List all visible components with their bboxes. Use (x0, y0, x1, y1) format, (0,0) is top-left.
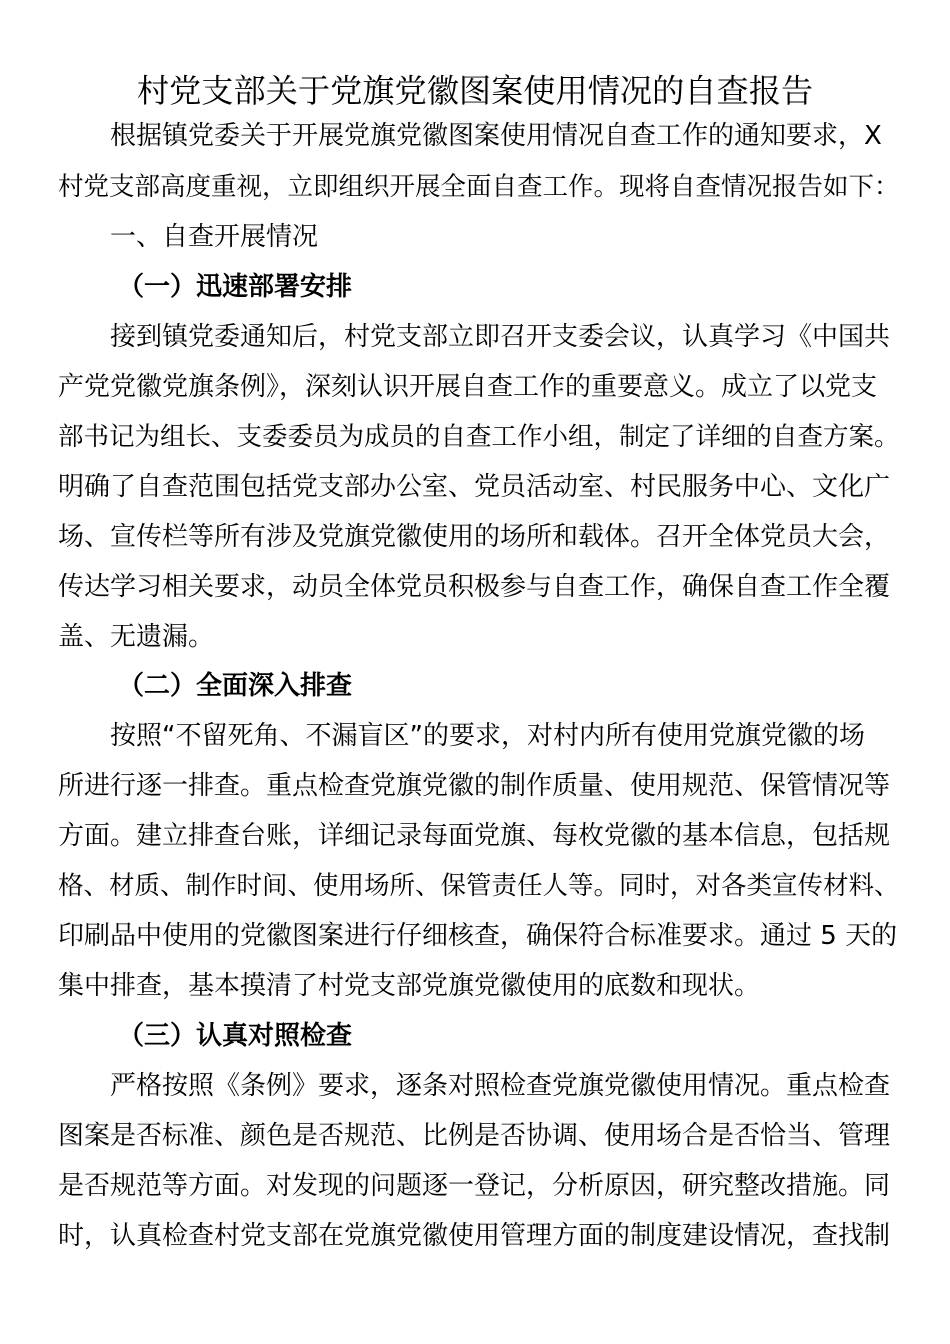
paragraph-line: 传达学习相关要求，动员全体党员积极参与自查工作，确保自查工作全覆 (58, 572, 891, 602)
paragraph-line: 根据镇党委关于开展党旗党徽图案使用情况自查工作的通知要求，X (110, 121, 882, 151)
paragraph-line: 按照“不留死角、不漏盲区”的要求，对村内所有使用党旗党徽的场 (110, 721, 865, 751)
paragraph-line: 村党支部高度重视，立即组织开展全面自查工作。现将自查情况报告如下： (58, 172, 900, 202)
paragraph-line: 部书记为组长、支委委员为成员的自查工作小组，制定了详细的自查方案。 (58, 422, 900, 452)
document-title: 村党支部关于党旗党徽图案使用情况的自查报告 (136, 72, 814, 110)
subsection-heading: （二）全面深入排查 (118, 671, 353, 701)
paragraph-line: 是否规范等方面。对发现的问题逐一登记，分析原因，研究整改措施。同 (58, 1171, 891, 1201)
subsection-heading: （三）认真对照检查 (118, 1021, 353, 1051)
paragraph-line: 方面。建立排查台账，详细记录每面党旗、每枚党徽的基本信息，包括规 (58, 821, 891, 851)
paragraph-line: 产党党徽党旗条例》，深刻认识开展自查工作的重要意义。成立了以党支 (58, 372, 878, 402)
paragraph-line: 明确了自查范围包括党支部办公室、党员活动室、村民服务中心、文化广 (58, 472, 891, 502)
paragraph-line: 场、宣传栏等所有涉及党旗党徽使用的场所和载体。召开全体党员大会， (58, 522, 891, 552)
paragraph-line: 盖、无遗漏。 (58, 622, 215, 652)
paragraph-line: 印刷品中使用的党徽图案进行仔细核查，确保符合标准要求。通过 5 天的 (58, 921, 898, 951)
paragraph-line: 时，认真检查村党支部在党旗党徽使用管理方面的制度建设情况，查找制 (58, 1221, 891, 1251)
paragraph-line: 图案是否标准、颜色是否规范、比例是否协调、使用场合是否恰当、管理 (58, 1121, 891, 1151)
paragraph-line: 格、材质、制作时间、使用场所、保管责任人等。同时，对各类宣传材料、 (58, 871, 900, 901)
section-heading: 一、自查开展情况 (110, 222, 319, 252)
paragraph-line: 严格按照《条例》要求，逐条对照检查党旗党徽使用情况。重点检查 (110, 1071, 891, 1101)
paragraph-line: 所进行逐一排查。重点检查党旗党徽的制作质量、使用规范、保管情况等 (58, 771, 891, 801)
paragraph-line: 集中排查，基本摸清了村党支部党旗党徽使用的底数和现状。 (58, 971, 761, 1001)
paragraph-line: 接到镇党委通知后，村党支部立即召开支委会议，认真学习《中国共 (110, 322, 891, 352)
subsection-heading: （一）迅速部署安排 (118, 272, 353, 302)
